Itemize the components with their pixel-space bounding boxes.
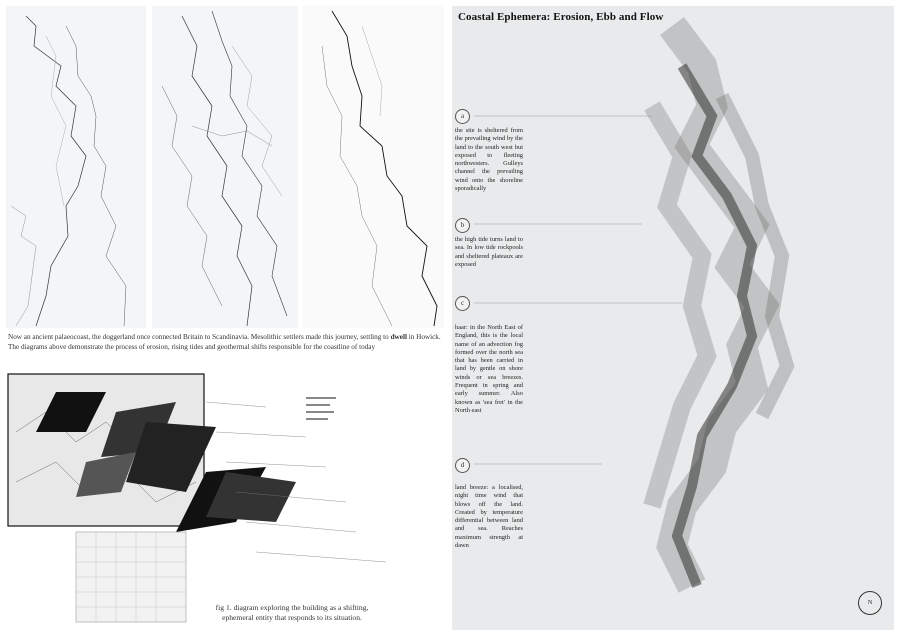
figure-caption: fig 1. diagram exploring the building as a shifting, ephemeral entity that responds to its situation. [215,603,369,622]
caption-bold-word: dwell [390,333,407,341]
marker-c: c [455,296,470,311]
note-b: the high tide turns land to sea. In low tide rockpools and sheltered plateaux are exposed [455,236,523,268]
panel-title: Coastal Ephemera: Erosion, Ebb and Flow [458,11,664,23]
note-c: haar: in the North East of England, this is the local name of an advection fog formed over the north sea that has been carried in land by gentle on shore winds or sea breezes. Frequent in spring and early summer. Also known as 'sea fret' in the North east [455,324,523,414]
coastline-sketch-2 [152,6,298,328]
coastline-caption [8,332,448,352]
building-diagram [6,372,446,630]
north-compass-icon: N [858,591,882,615]
coastline-sketch-1 [6,6,146,328]
marker-b: b [455,218,470,233]
marker-d: d [455,458,470,473]
coastline-sketch-3 [302,6,444,328]
coastal-ephemera-panel [452,6,894,630]
caption-text-end: in Howick. The diagrams above demonstrate the process of erosion, rising tides and geothermal shifts responsible for the coastline of today [8,333,441,351]
note-d: land breeze: a localised, night time wind that blows off the land. Created by temperature differential between land and sea. Reaches maximum strength at dawn [455,484,523,550]
caption-text-start: Now an ancient palaeocoast, the doggerland once connected Britain to Scandinavia. Mesolithic settlers made this journey, settling to [8,333,391,341]
marker-a: a [455,109,470,124]
note-a: the site is sheltered from the prevailing wind by the land to the south west but exposed to fleeting northwesters. Gulleys channel the prevailing wind onto the shoreline sporadically [455,127,523,193]
